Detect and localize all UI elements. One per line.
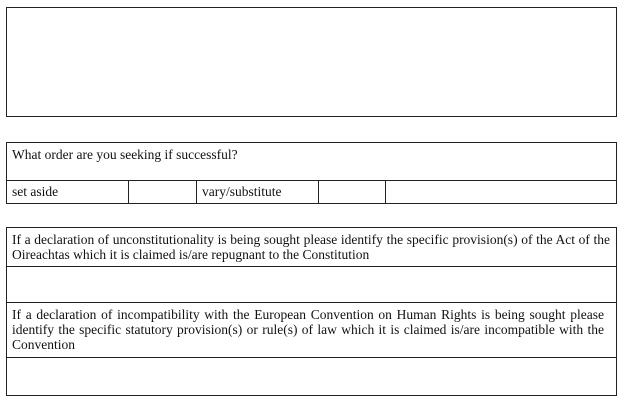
unconstitutionality-prompt: If a declaration of unconstitutionality is being sought please identify the specific provision(s) of the Act of the Oireachtas which it is claimed is/are repugnant to the Constitution xyxy=(12,232,610,262)
incompatibility-prompt: If a declaration of incompatibility with the European Convention on Human Rights is being sought please identify the specific statutory provision(s) or rule(s) of law which it is claimed is/are incompatible with the Convention xyxy=(12,307,604,352)
blank-cell xyxy=(386,181,616,204)
order-question-label: What order are you seeking if successful? xyxy=(12,147,238,162)
option-vary-substitute-label: vary/substitute xyxy=(202,184,282,199)
grounds-text-box[interactable] xyxy=(6,7,617,117)
cell-divider xyxy=(196,180,197,204)
option-set-aside-label: set aside xyxy=(12,184,59,199)
row-divider xyxy=(6,302,617,303)
set-aside-checkbox-cell[interactable] xyxy=(129,181,196,204)
unconstitutionality-answer-field[interactable] xyxy=(7,267,616,302)
vary-substitute-checkbox-cell[interactable] xyxy=(319,181,385,204)
incompatibility-answer-field[interactable] xyxy=(7,358,616,395)
